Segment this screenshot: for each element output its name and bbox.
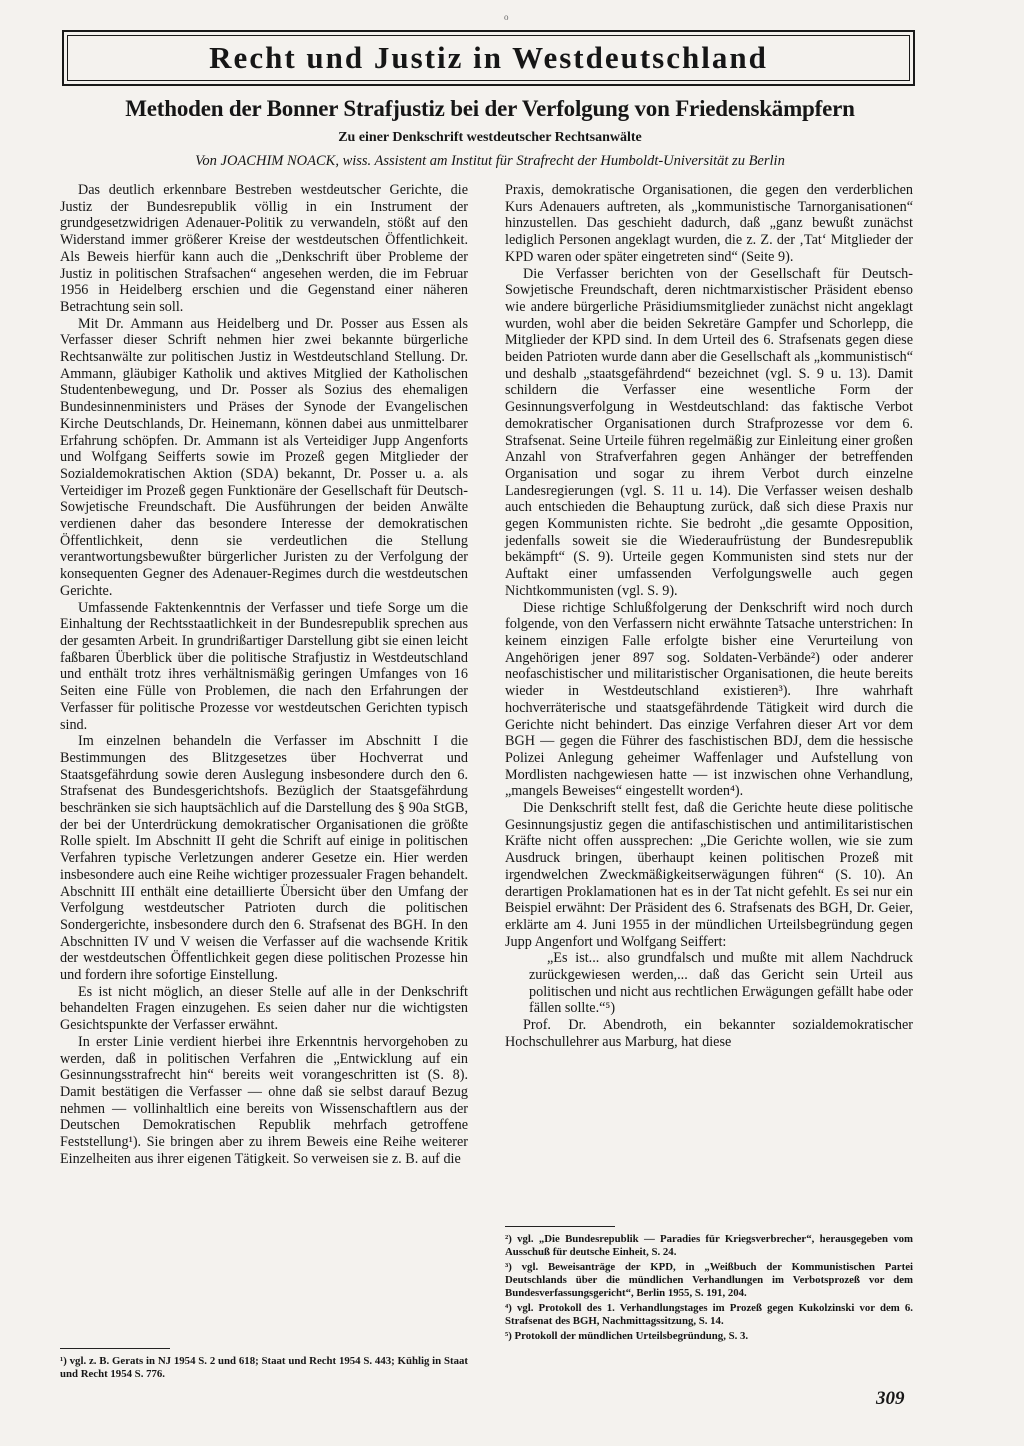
paragraph: Die Denkschrift stellt fest, daß die Gerichte heute diese politische Gesinnungsjustiz gegen die antifaschistischen und antimilitaristischen Kräfte nicht offen aussprechen: „Die Gerichte wollen, wie sie zum Ausdruck bringen, überhaupt keinen politischen Prozeß mit irgendwelchen Zweckmäßigkeitserwägungen führen“ (S. 10). An derartigen Proklamationen hat es in der Tat nicht gefehlt. Es sei nur ein Beispiel erwähnt: Der Präsident des 6. Strafsenats des BGH, Dr. Geier, erklärte am 4. Juni 1955 in der mündlichen Urteilsbegründung gegen Jupp Angenfort und Wolfgang Seiffert: <box>505 800 913 950</box>
paragraph: Es ist nicht möglich, an dieser Stelle auf alle in der Denkschrift behandelten Fragen einzugehen. Es seien daher nur die wichtigsten Gesichtspunkte der Verfasser erwähnt. <box>60 983 468 1034</box>
footnote-rule <box>505 1226 615 1227</box>
paragraph: In erster Linie verdient hierbei ihre Erkenntnis hervorgehoben zu werden, daß in politischen Verfahren die „Entwicklung auf ein Gesinnungsstrafrecht hin“ bereits weit vorangeschritten ist (S. 8). Damit bestätigen die Verfasser — ohne daß sie selbst darauf Bezug nehmen — vollinhaltlich eine bereits von Wissenschaftlern aus der Deutschen Demokratischen Republik mehrfach getroffene Feststellung¹). Sie bringen aber zu ihrem Beweis eine Reihe weiterer Einzelheiten aus ihrer eigenen Tätigkeit. So verweisen sie z. B. auf die <box>60 1033 468 1167</box>
right-column <box>505 182 913 1187</box>
paragraph: Im einzelnen behandeln die Verfasser im Abschnitt I die Bestimmungen des Blitzgesetzes über Hochverrat und Staatsgefährdung sowie deren Auslegung insbesondere durch den 6. Strafsenat des Bundesgerichtshofs. Bezüglich der Staatsgefährdung beschränken sie sich hauptsächlich auf die Darstellung des § 90a StGB, der bei der Unterdrückung demokratischer Organisationen die größte Rolle spielt. Im Abschnitt II geht die Schrift auf einige in politischen Verfahren typische Verletzungen anderer Gesetze ein. Hier werden insbesondere auch eine Reihe wichtiger prozessualer Fragen behandelt. Abschnitt III enthält eine detaillierte Übersicht über den Umfang der Verfolgung westdeutscher Patrioten durch die politischen Sondergerichte, insbesondere durch den 6. Strafsenat des BGH. In den Abschnitten IV und V weisen die Verfasser auf die wachsende Kritik der westdeutschen Öffentlichkeit gegen diese politischen Prozesse hin und fordern ihre sofortige Einstellung. <box>60 733 468 984</box>
footnote-rule <box>60 1348 170 1349</box>
footnote: ²) vgl. „Die Bundesrepublik — Paradies für Kriegsverbrecher“, herausgegeben vom Ausschuß für deutsche Einheit, S. 24. <box>505 1233 913 1258</box>
footnotes-left <box>60 1348 468 1383</box>
page-number: 309 <box>876 1388 905 1409</box>
masthead-inner-frame <box>67 35 910 81</box>
footnote: ¹) vgl. z. B. Gerats in NJ 1954 S. 2 und 618; Staat und Recht 1954 S. 443; Kühlig in Staat und Recht 1954 S. 776. <box>60 1355 468 1380</box>
article-subheadline: Zu einer Denkschrift westdeutscher Rechtsanwälte <box>338 130 642 145</box>
paragraph: Umfassende Faktenkenntnis der Verfasser und tiefe Sorge um die Einhaltung der Rechtsstaatlichkeit in der Bundesrepublik sprechen aus der gesamten Arbeit. In grundrißartiger Darstellung gibt sie einen leicht faßbaren Überblick über die politische Strafjustiz in Westdeutschland und enthält trotz ihres verhältnismäßig geringen Umfanges von 16 Seiten eine Fülle von Problemen, die nach den Erfahrungen der Verfasser für politische Prozesse vor westdeutschen Gerichten typisch sind. <box>60 599 468 733</box>
footnote: ⁴) vgl. Protokoll des 1. Verhandlungstages im Prozeß gegen Kukolzinski vor dem 6. Strafsenat des BGH, Nachmittagssitzung, S. 14. <box>505 1302 913 1327</box>
paragraph: Mit Dr. Ammann aus Heidelberg und Dr. Posser aus Essen als Verfasser dieser Schrift nehmen hier zwei bekannte bürgerliche Rechtsanwälte zur politischen Justiz in Westdeutschland Stellung. Dr. Ammann, gläubiger Katholik und aktives Mitglied der Katholischen Studentenbewegung, und Dr. Posser als Sozius des ehemaligen Bundesinnenministers und Präses der Synode der Evangelischen Kirche Deutschlands, Dr. Heinemann, können dabei aus unmittelbarer Erfahrung schöpfen. Dr. Ammann ist als Verteidiger Jupp Angenforts und Wolfgang Seifferts sowie im Prozeß gegen Mitglieder der Sozialdemokratischen Aktion (SDA) bekannt, Dr. Posser u. a. als Verteidiger im Prozeß gegen Funktionäre der Gesellschaft für Deutsch-Sowjetische Freundschaft. Die Ausführungen der beiden Anwälte verdienen daher das besondere Interesse der demokratischen Öffentlichkeit, denn sie verdeutlichen die Stellung verantwortungsbewußter bürgerlicher Juristen zu der Verfolgung der konsequenten Gegner des Adenauer-Regimes durch die westdeutschen Gerichte. <box>60 315 468 599</box>
article-headline: Methoden der Bonner Strafjustiz bei der Verfolgung von Friedenskämpfern <box>125 96 855 121</box>
footnote: ³) vgl. Beweisanträge der KPD, in „Weißbuch der Kommunistischen Partei Deutschlands über die mündlichen Verhandlungen im Verbotsprozeß vor dem Bundesverfassungsgericht“, Berlin 1955, S. 191, 204. <box>505 1261 913 1299</box>
article-byline: Von JOACHIM NOACK, wiss. Assistent am Institut für Strafrecht der Humboldt-Universität zu Berlin <box>195 153 785 169</box>
paragraph: Praxis, demokratische Organisationen, die gegen den verderblichen Kurs Adenauers auftreten, als „kommunistische Tarnorganisationen“ hinzustellen. Das geschieht dadurch, daß „ganz bewußt zunächst lediglich Personen angeklagt wurden, die z. Z. der ‚Tat‘ Mitglieder der KPD waren oder später eingetreten sind“ (Seite 9). <box>505 182 913 265</box>
section-masthead <box>62 30 915 86</box>
footnotes-right <box>505 1226 913 1345</box>
block-quote: „Es ist... also grundfalsch und mußte mit allem Nachdruck zurückgewiesen werden,... daß das Gericht sein Urteil aus politischen und nicht aus rechtlichen Erwägungen gefällt habe oder fällen sollte.“⁵) <box>529 950 913 1017</box>
paragraph: Das deutlich erkennbare Bestreben westdeutscher Gerichte, die Justiz der Bundesrepublik völlig in ein Instrument der grundgesetzwidrigen Adenauer-Politik zu verwandeln, stößt auf den Widerstand immer größerer Kreise der westdeutschen Öffentlichkeit. Als Beweis hierfür kann auch die „Denkschrift über Probleme der Justiz in politischen Strafsachen“ angesehen werden, die im Februar 1956 in Heidelberg erschien und die Gegenstand einer näheren Betrachtung sein soll. <box>60 182 468 315</box>
section-title: Recht und Justiz in Westdeutschland <box>209 40 768 75</box>
paragraph: Diese richtige Schlußfolgerung der Denkschrift wird noch durch folgende, von den Verfassern nicht erwähnte Tatsache unterstrichen: In keinem einzigen Falle erfolgte bisher eine Verurteilung von Angehörigen jener 897 sog. Soldaten-Verbände²) oder anderer neofaschistischer und militaristischer Organisationen, die heute bereits wieder in Westdeutschland existieren³). Ihre wahrhaft hochverräterische und staatsgefährdende Tätigkeit wird durch die Gerichte nicht behindert. Das einzige Verfahren dieser Art vor dem BGH — gegen die Führer des faschistischen BDJ, dem die hessische Polizei Anlegung geheimer Waffenlager und Aufstellung von Mordlisten nachgewiesen hatte — ist inzwischen ohne Verhandlung, „mangels Beweises“ eingestellt worden⁴). <box>505 599 913 800</box>
paragraph: Prof. Dr. Abendroth, ein bekannter sozialdemokratischer Hochschullehrer aus Marburg, hat diese <box>505 1017 913 1050</box>
left-column <box>60 182 468 1332</box>
footnote: ⁵) Protokoll der mündlichen Urteilsbegründung, S. 3. <box>505 1330 749 1342</box>
page-mark: o <box>504 12 509 22</box>
paragraph: Die Verfasser berichten von der Gesellschaft für Deutsch-Sowjetische Freundschaft, deren nichtmarxistischer Präsident ebenso wie andere bürgerliche Präsidiumsmitglieder zunächst nicht angeklagt wurden, wohl aber die beiden Sekretäre Gampfer und Schorlepp, die Mitglieder der KPD sind. In dem Urteil des 6. Strafsenats gegen diese beiden Patrioten wurde dann aber die Gesellschaft als „kommunistisch“ und deshalb „staatsgefährdend“ bezeichnet (vgl. S. 9 u. 13). Damit schildern die Verfasser eine wesentliche Form der Gesinnungsverfolgung in Westdeutschland: das faktische Verbot demokratischer Organisationen durch Strafprozesse vor dem 6. Strafsenat. Seine Urteile führen regelmäßig zur Einleitung einer großen Anzahl von Strafverfahren gegen Anhänger der betreffenden Organisation und sogar zu ihrem Verbot durch einzelne Landesregierungen (vgl. S. 11 u. 14). Die Verfasser weisen deshalb auch entschieden die Behauptung zurück, daß sich diese Praxis nur gegen Kommunisten richte. Sie bedroht „die gesamte Opposition, jedenfalls soweit sie die Wiederaufrüstung der Bundesrepublik bekämpft“ (S. 9). Urteile gegen Kommunisten sind stets nur der Auftakt einer umfassenden Verfolgungswelle auch gegen Nichtkommunisten (vgl. S. 9). <box>505 265 913 599</box>
